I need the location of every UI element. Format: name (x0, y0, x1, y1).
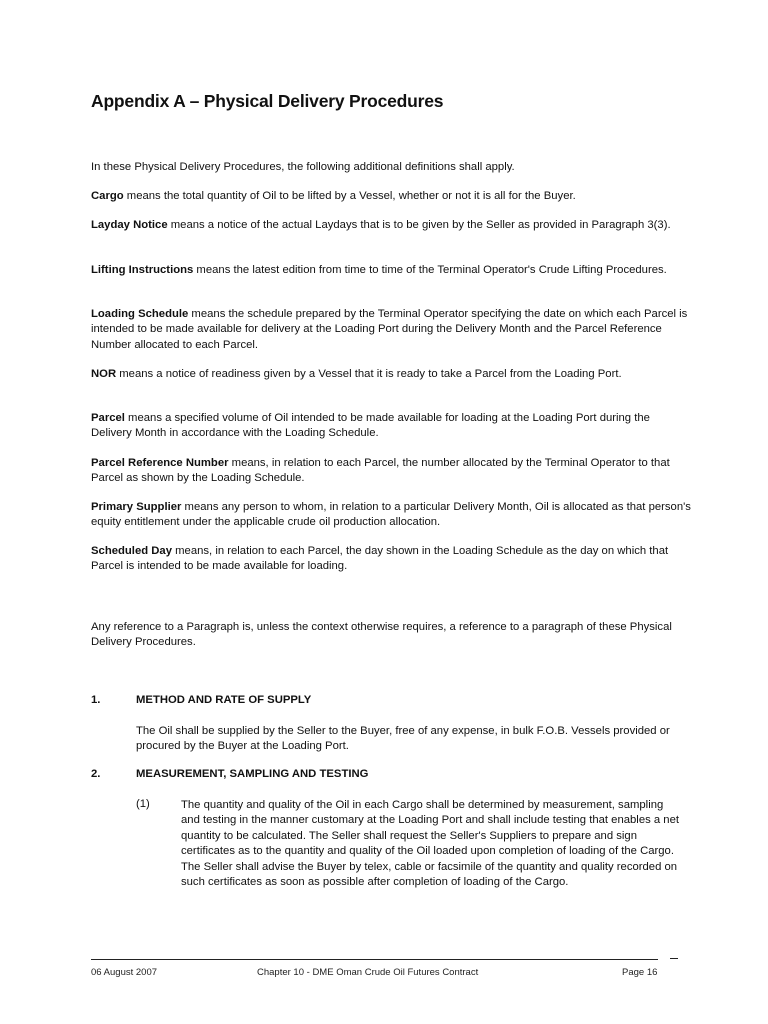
footer-divider (91, 959, 658, 960)
definition-text: means a specified volume of Oil intended to be made available for loading at the Loading Port during the Delivery Month in accordance with the Loading Schedule. (91, 412, 650, 440)
definition-loading-schedule (91, 307, 691, 353)
definition-text: means any person to whom, in relation to a particular Delivery Month, Oil is allocated as that person's equity entitlement under the applicable crude oil production allocation. (91, 501, 691, 529)
definition-term: Lifting Instructions (91, 264, 194, 276)
definition-term: Cargo (91, 190, 124, 202)
reference-note: Any reference to a Paragraph is, unless the context otherwise requires, a reference to a paragraph of these Physical Delivery Procedures. (91, 621, 672, 649)
definition-scheduled-day (91, 544, 691, 575)
section-number: 2. (91, 768, 101, 780)
definition-text: means a notice of readiness given by a Vessel that it is ready to take a Parcel from the Loading Port. (116, 368, 622, 380)
footer-dash (670, 958, 678, 959)
definition-term: Scheduled Day (91, 545, 172, 557)
page-title: Appendix A – Physical Delivery Procedures (91, 91, 444, 111)
definition-term: Parcel (91, 412, 125, 424)
section-heading: MEASUREMENT, SAMPLING AND TESTING (136, 768, 369, 780)
definition-term: Layday Notice (91, 219, 168, 231)
footer-page-number: Page 16 (622, 967, 658, 978)
definition-cargo (91, 189, 691, 204)
definition-nor (91, 367, 691, 382)
definition-term: Parcel Reference Number (91, 457, 229, 469)
definition-text: means, in relation to each Parcel, the day shown in the Loading Schedule as the day on which that Parcel is intended to be made available for loading. (91, 545, 669, 573)
intro-paragraph: In these Physical Delivery Procedures, the following additional definitions shall apply. (91, 161, 515, 173)
definition-text: means the total quantity of Oil to be lifted by a Vessel, whether or not it is all for the Buyer. (123, 190, 576, 202)
definition-parcel (91, 411, 691, 442)
subsection-body: The quantity and quality of the Oil in each Cargo shall be determined by measurement, sampling and testing in the manner customary at the Loading Port and shall include testing that enables a net quantity to be calculated. The Seller shall request the Seller's Suppliers to prepare and sign certificates as to the quantity and quality of the Oil loaded upon completion of loading of the Cargo. The Seller shall advise the Buyer by telex, cable or facsimile of the quantity and quality recorded on such certificates as soon as possible after completion of loading of the Cargo. (181, 799, 680, 889)
definition-text: means a notice of the actual Laydays that is to be given by the Seller as provided in Paragraph 3(3). (167, 219, 671, 231)
definition-primary-supplier (91, 500, 691, 531)
section-number: 1. (91, 694, 101, 706)
section-heading: METHOD AND RATE OF SUPPLY (136, 694, 312, 706)
definition-text: means, in relation to each Parcel, the number allocated by the Terminal Operator to that Parcel as shown by the Loading Schedule. (91, 457, 670, 485)
definition-text: means the schedule prepared by the Terminal Operator specifying the date on which each Parcel is intended to be made available for delivery at the Loading Port during the Delivery Month and the Parcel Reference Number allocated to each Parcel. (91, 308, 688, 351)
footer-date: 06 August 2007 (91, 967, 158, 978)
definition-text: means the latest edition from time to time of the Terminal Operator's Crude Lifting Procedures. (193, 264, 667, 276)
definition-layday-notice (91, 218, 691, 233)
definition-term: Primary Supplier (91, 501, 182, 513)
subsection-number: (1) (136, 798, 150, 810)
definition-term: Loading Schedule (91, 308, 189, 320)
section-body: The Oil shall be supplied by the Seller to the Buyer, free of any expense, in bulk F.O.B. Vessels provided or procured by the Buyer at the Loading Port. (136, 725, 670, 753)
definition-lifting-instructions (91, 263, 691, 278)
footer-chapter: Chapter 10 - DME Oman Crude Oil Futures Contract (257, 967, 479, 978)
definition-term: NOR (91, 368, 117, 380)
definition-parcel-reference-number (91, 456, 691, 487)
